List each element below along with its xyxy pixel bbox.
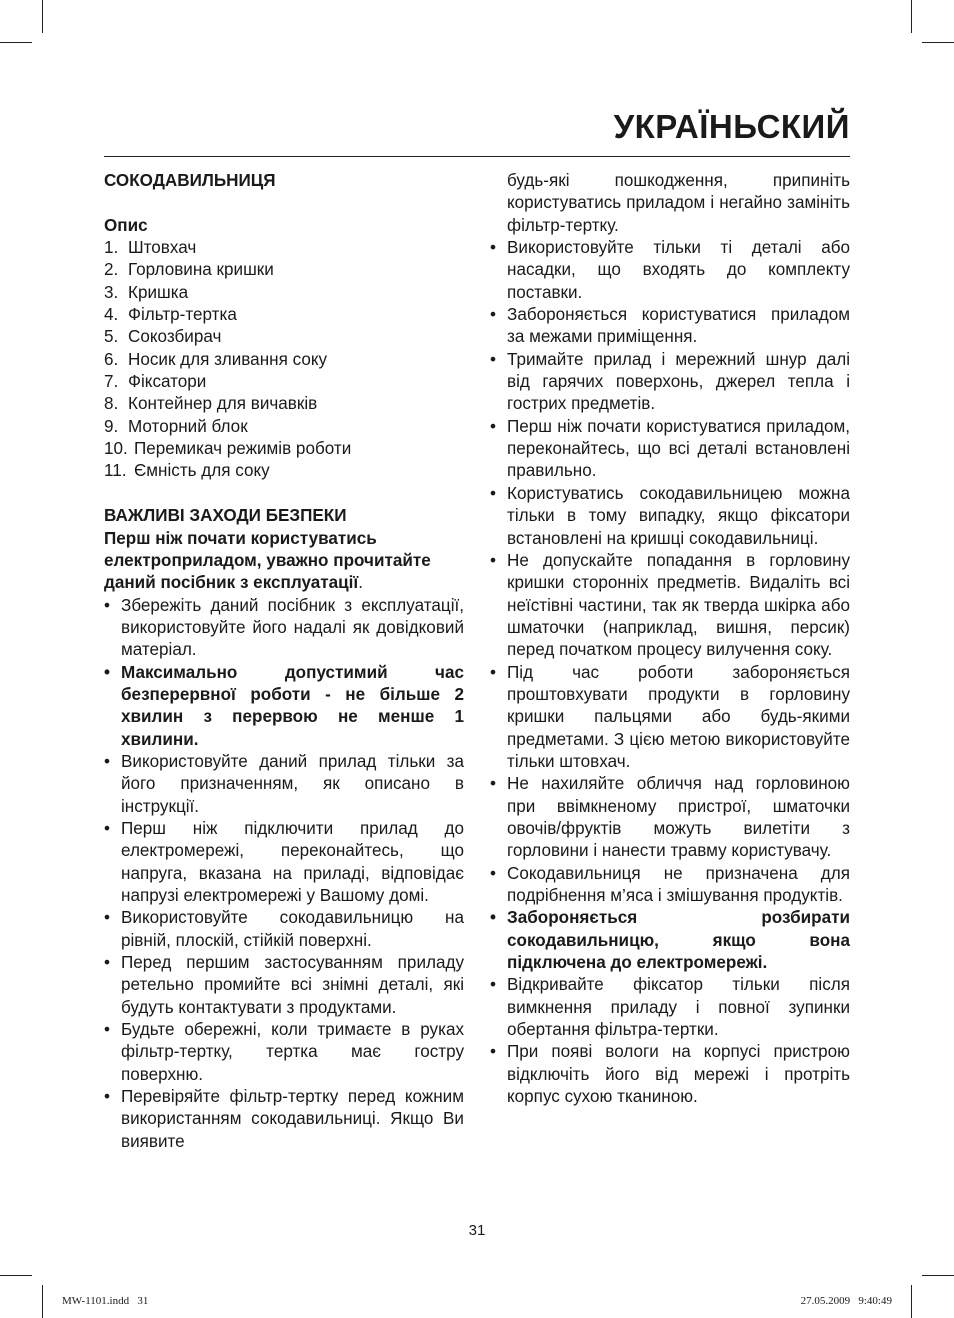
- parts-list: [104, 237, 464, 483]
- right-column: [490, 170, 850, 1108]
- safety-intro: [104, 528, 464, 595]
- part-number: 6.: [104, 349, 119, 369]
- part-number: 10.: [104, 439, 128, 459]
- part-label: Ємність для соку: [134, 461, 270, 481]
- part-item: [104, 349, 464, 371]
- part-label: Сокозбирач: [128, 327, 222, 347]
- bullet-icon: •: [104, 953, 110, 973]
- part-label: Горловина кришки: [128, 260, 274, 280]
- part-item: [104, 282, 464, 304]
- bullet-icon: •: [490, 238, 496, 258]
- left-bullet-list: [104, 595, 464, 1154]
- part-item: [104, 304, 464, 326]
- title-divider: [104, 156, 850, 157]
- crop-mark: [0, 42, 32, 43]
- part-label: Кришка: [128, 282, 189, 302]
- continued-paragraph: будь-які пошкодження, припиніть користуватись приладом і негайно замініть фільтр-тертку.: [507, 171, 850, 235]
- bullet-text: Сокодавильниця не призначена для подрібнення м’яса і змішування продуктів.: [507, 863, 850, 905]
- part-label: Штовхач: [128, 238, 197, 258]
- part-number: 1.: [104, 238, 119, 258]
- bullet-item: [104, 1019, 464, 1086]
- bullet-item: [490, 907, 850, 974]
- part-number: 3.: [104, 282, 119, 302]
- bullet-text: Не нахиляйте обличчя над горловиною при ввімкненому пристрої, шматочки овочів/фруктів можуть вилетіти з горловини і нанести травму користувачу.: [507, 774, 850, 861]
- bullet-text: Перед першим застосуванням приладу ретельно промийте всі знімні деталі, які будуть контактувати з продуктами.: [121, 953, 464, 1017]
- bullet-item: [104, 1086, 464, 1153]
- bullet-item: [104, 751, 464, 818]
- bullet-item: [104, 662, 464, 751]
- part-item: [104, 416, 464, 438]
- bullet-item: [104, 818, 464, 907]
- bullet-text: Забороняється розбирати сокодавильницю, якщо вона підключена до електромережі.: [507, 908, 850, 973]
- bullet-text: Під час роботи забороняється проштовхувати продукти в горловину кришки пальцями або будь-якими предметами. З цією метою використовуйте тільки штовхач.: [507, 662, 850, 771]
- bullet-item: [490, 863, 850, 908]
- bullet-text: Використовуйте тільки ті деталі або насадки, що входять до комплекту поставки.: [507, 238, 850, 302]
- bullet-icon: •: [490, 662, 496, 682]
- crop-mark: [922, 1275, 954, 1276]
- bullet-text: Користуватись сокодавильницею можна тільки в тому випадку, якщо фіксатори встановлені на кришці сокодавильниці.: [507, 483, 850, 548]
- bullet-icon: •: [490, 908, 496, 928]
- footer-file: MW-1101.indd 31: [62, 1295, 149, 1307]
- footer-timestamp: 27.05.2009 9:40:49: [800, 1295, 892, 1307]
- bullet-item: [104, 952, 464, 1019]
- bullet-text: Перевіряйте фільтр-тертку перед кожним використанням сокодавильниці. Якщо Ви виявите: [121, 1087, 464, 1151]
- crop-mark: [911, 0, 912, 33]
- part-label: Контейнер для вичавків: [128, 394, 318, 414]
- bullet-icon: •: [104, 595, 110, 615]
- bullet-icon: •: [104, 818, 110, 838]
- part-item: [104, 259, 464, 281]
- bullet-text: Збережіть даний посібник з експлуатації, використовуйте його надалі як довідковий матеріал.: [121, 595, 464, 660]
- description-heading: Опис: [104, 215, 148, 235]
- bullet-text: Тримайте прилад і мережний шнур далі від гарячих поверхонь, джерел тепла і гострих предметів.: [507, 349, 850, 414]
- bullet-text: Будьте обережні, коли тримаєте в руках фільтр-тертку, тертка має гостру поверхню.: [121, 1020, 464, 1084]
- bullet-item: [490, 483, 850, 550]
- part-item: [104, 237, 464, 259]
- bullet-text: Використовуйте даний прилад тільки за його призначенням, як описано в інструкції.: [121, 751, 464, 816]
- bullet-item: [490, 349, 850, 416]
- safety-heading: ВАЖЛИВІ ЗАХОДИ БЕЗПЕКИ: [104, 506, 347, 526]
- safety-intro-bold: Перш ніж почати користуватись електроприладом, уважно прочитайте даний посібник з експлуатації: [104, 528, 431, 593]
- bullet-text: Не допускайте попадання в горловину кришки сторонніх предметів. Видаліть всі неїстівні частини, так як тверда шкірка або шматочки (наприклад, вишня, персик) перед початком процесу вилучення соку.: [507, 550, 850, 660]
- crop-mark: [0, 1275, 32, 1276]
- part-number: 8.: [104, 394, 119, 414]
- bullet-item: [490, 550, 850, 662]
- part-item: [104, 326, 464, 348]
- bullet-text: Перш ніж підключити прилад до електромережі, переконайтесь, що напруга, вказана на приладі, відповідає напрузі електромережі у Вашому домі.: [121, 818, 464, 905]
- bullet-text: Відкривайте фіксатор тільки після вимкнення приладу і повної зупинки обертання фільтра-тертки.: [507, 975, 850, 1040]
- crop-mark: [922, 42, 954, 43]
- part-number: 4.: [104, 305, 119, 325]
- left-column: [104, 170, 464, 1153]
- bullet-text: Використовуйте сокодавильницю на рівній, плоскій, стійкій поверхні.: [121, 908, 464, 950]
- bullet-icon: •: [104, 662, 110, 682]
- bullet-icon: •: [490, 349, 496, 369]
- safety-intro-tail: .: [358, 573, 363, 593]
- part-item: [104, 438, 464, 460]
- bullet-icon: •: [104, 751, 110, 771]
- bullet-icon: •: [490, 774, 496, 794]
- part-label: Фіксатори: [128, 372, 207, 392]
- language-title: УКРАЇНЬСКИЙ: [613, 108, 850, 145]
- bullet-item: [104, 907, 464, 952]
- bullet-item: [490, 237, 850, 304]
- part-item: [104, 371, 464, 393]
- part-number: 5.: [104, 327, 119, 347]
- bullet-item: [104, 595, 464, 662]
- bullet-item: [490, 1041, 850, 1108]
- part-item: [104, 460, 464, 482]
- bullet-item: [490, 773, 850, 862]
- part-label: Перемикач режимів роботи: [134, 439, 352, 459]
- part-item: [104, 393, 464, 415]
- bullet-text: Перш ніж почати користуватися приладом, переконайтесь, що всі деталі встановлені правильно.: [507, 416, 850, 481]
- bullet-icon: •: [490, 483, 496, 503]
- bullet-item: [490, 416, 850, 483]
- crop-mark: [42, 1285, 43, 1318]
- bullet-icon: •: [490, 975, 496, 995]
- part-label: Носик для зливання соку: [128, 349, 328, 369]
- bullet-icon: •: [490, 305, 496, 325]
- page-number: 31: [468, 1222, 486, 1239]
- bullet-item: [490, 304, 850, 349]
- bullet-icon: •: [104, 1087, 110, 1107]
- section-title: СОКОДАВИЛЬНИЦЯ: [104, 171, 276, 190]
- bullet-text: Забороняється користуватися приладом за межами приміщення.: [507, 305, 850, 347]
- part-label: Моторний блок: [128, 416, 248, 436]
- bullet-icon: •: [490, 863, 496, 883]
- part-label: Фільтр-тертка: [128, 305, 237, 325]
- right-bullet-list: [490, 237, 850, 1108]
- part-number: 9.: [104, 416, 119, 436]
- part-number: 11.: [104, 461, 127, 481]
- bullet-icon: •: [104, 1020, 110, 1040]
- bullet-text: Максимально допустимий час безперервної роботи - не більше 2 хвилин з перервою не менше 1 хвилини.: [121, 662, 464, 749]
- spacer: [104, 483, 464, 505]
- bullet-item: [490, 662, 850, 774]
- bullet-item: [490, 974, 850, 1041]
- crop-mark: [42, 0, 43, 33]
- bullet-icon: •: [490, 416, 496, 436]
- part-number: 2.: [104, 260, 119, 280]
- bullet-text: При появі вологи на корпусі пристрою відключіть його від мережі і протріть корпус сухою тканиною.: [507, 1042, 850, 1107]
- bullet-icon: •: [490, 1042, 496, 1062]
- spacer: [104, 192, 464, 214]
- bullet-icon: •: [490, 550, 496, 570]
- bullet-icon: •: [104, 908, 110, 928]
- crop-mark: [911, 1285, 912, 1318]
- part-number: 7.: [104, 372, 119, 392]
